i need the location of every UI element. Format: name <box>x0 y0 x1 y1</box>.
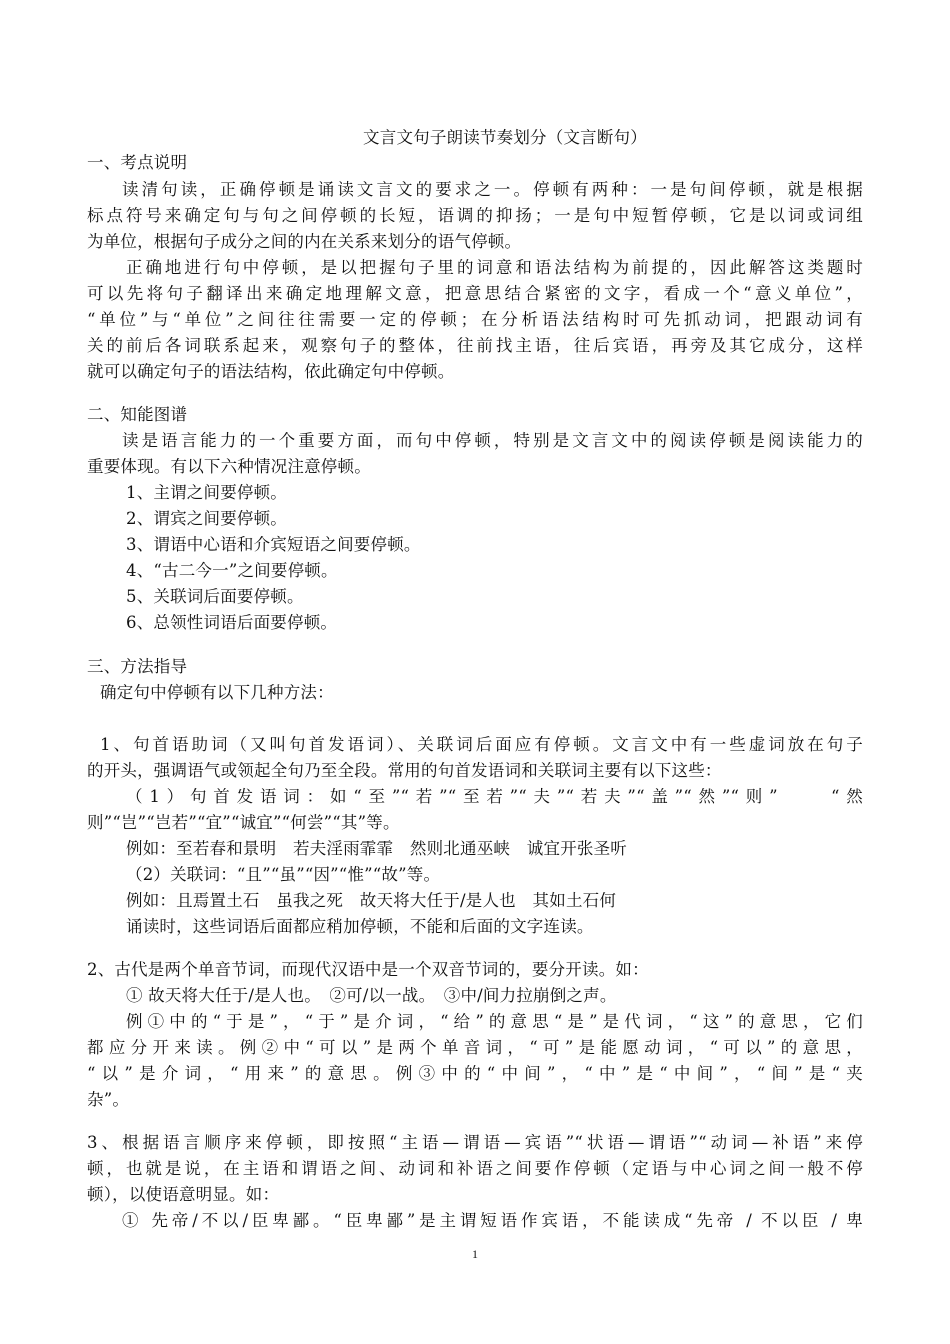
example-line: 例如：至若春和景明 若夫淫雨霏霏 然则北通巫峡 诚宜开张圣听 <box>126 839 627 858</box>
paragraph-line: （1）句首发语词：如“至”“若”“至若”“夫”“若夫”“盖”“然”“则” “然 <box>126 787 863 806</box>
paragraph-line: 正确地进行句中停顿，是以把握句子里的词意和语法结构为前提的，因此解答这类题时 <box>126 258 863 277</box>
list-item: 6、总领性词语后面要停顿。 <box>126 613 338 632</box>
paragraph-line: 3、根据语言顺序来停顿，即按照“主语—谓语—宾语”“状语—谓语”“动词—补语”来停 <box>87 1133 863 1152</box>
paragraph-line: 读是语言能力的一个重要方面，而句中停顿，特别是文言文中的阅读停顿是阅读能力的 <box>122 431 863 450</box>
paragraph-line: 顿，也就是说，在主语和谓语之间、动词和补语之间要作停顿（定语与中心词之间一般不停 <box>87 1159 863 1178</box>
paragraph-line: 1、句首语助词（又叫句首发语词）、关联词后面应有停顿。文言文中有一些虚词放在句子 <box>100 735 863 754</box>
paragraph-line: 重要体现。有以下六种情况注意停顿。 <box>87 457 371 476</box>
example-line: ① 故天将大任于/是人也。 ②可/以一战。 ③中/间力拉崩倒之声。 <box>126 986 617 1005</box>
section-heading: 三、方法指导 <box>87 657 188 676</box>
list-item: 4、“古二今一”之间要停顿。 <box>126 561 338 580</box>
paragraph-line: 就可以确定句子的语法结构，依此确定句中停顿。 <box>87 362 455 381</box>
page-number: 1 <box>472 1247 478 1261</box>
example-line: 例如：且焉置土石 虽我之死 故天将大任于/是人也 其如土石何 <box>126 891 617 910</box>
paragraph-line: “单位”与“单位”之间往往需要一定的停顿；在分析语法结构时可先抓动词，把跟动词有 <box>87 310 863 329</box>
paragraph-line: 的开头，强调语气或领起全句乃至全段。常用的句首发语词和关联词主要有以下这些： <box>87 761 722 780</box>
paragraph-line: 例①中的“于是”，“于”是介词，“给”的意思“是”是代词，“这”的意思，它们 <box>126 1012 863 1031</box>
paragraph-line: 确定句中停顿有以下几种方法： <box>100 683 334 702</box>
list-item: 5、关联词后面要停顿。 <box>126 587 304 606</box>
paragraph-line: 诵读时，这些词语后面都应稍加停顿，不能和后面的文字连读。 <box>126 917 594 936</box>
section-heading: 二、知能图谱 <box>87 405 188 424</box>
paragraph-line: 关的前后各词联系起来，观察句子的整体，往前找主语，往后宾语，再旁及其它成分，这样 <box>87 336 863 355</box>
paragraph-line: 标点符号来确定句与句之间停顿的长短，语调的抑扬；一是句中短暂停顿，它是以词或词组 <box>87 206 863 225</box>
list-item: 2、谓宾之间要停顿。 <box>126 509 287 528</box>
paragraph-line: 则”“岂”“岂若”“宜”“诚宜”“何尝”“其”等。 <box>87 813 400 832</box>
paragraph-line: 读清句读，正确停顿是诵读文言文的要求之一。停顿有两种：一是句间停顿，就是根据 <box>122 180 863 199</box>
paragraph-line: 可以先将句子翻译出来确定地理解文意，把意思结合紧密的文字，看成一个“意义单位”， <box>87 284 863 303</box>
paragraph-line: “以”是介词，“用来”的意思。例③中的“中间”，“中”是“中间”，“间”是“夹 <box>87 1064 863 1083</box>
page-title: 文言文句子朗读节奏划分（文言断句） <box>363 128 647 147</box>
section-heading: 一、考点说明 <box>87 153 188 172</box>
paragraph-line: 为单位，根据句子成分之间的内在关系来划分的语气停顿。 <box>87 232 522 251</box>
list-item: 1、主谓之间要停顿。 <box>126 483 287 502</box>
paragraph-line: 2、古代是两个单音节词，而现代汉语中是一个双音节词的，要分开读。如： <box>87 960 649 979</box>
paragraph-line: 顿），以使语意明显。如： <box>87 1185 280 1204</box>
paragraph-line: 杂”。 <box>87 1090 130 1109</box>
paragraph-line: 都应分开来读。例②中“可以”是两个单音词，“可”是能愿动词，“可以”的意思， <box>87 1038 863 1057</box>
paragraph-line: （2）关联词：“且”“虽”“因”“惟”“故”等。 <box>126 865 441 884</box>
example-line: ① 先帝/不以/臣卑鄙。“臣卑鄙”是主谓短语作宾语，不能读成“先帝 / 不以臣 / 卑 <box>122 1211 863 1230</box>
list-item: 3、谓语中心语和介宾短语之间要停顿。 <box>126 535 421 554</box>
